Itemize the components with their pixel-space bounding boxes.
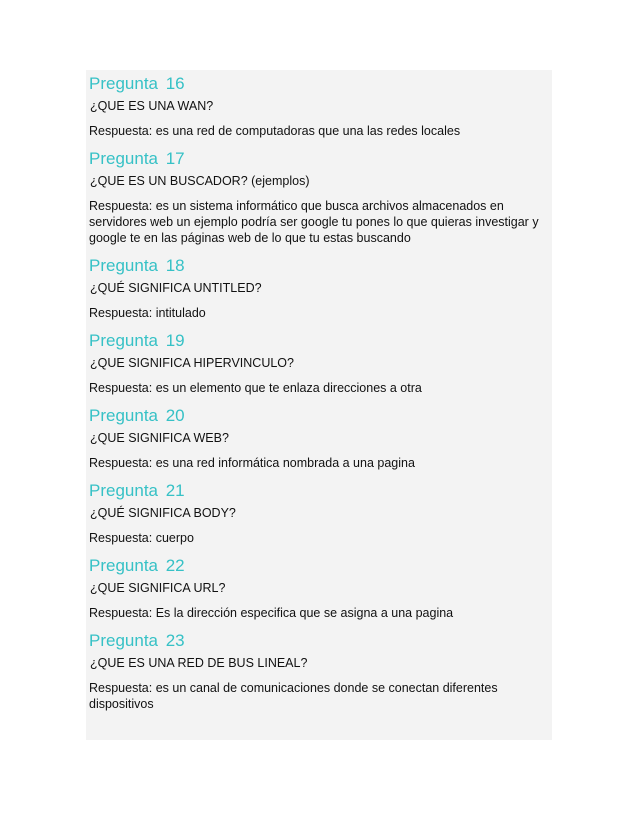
answer-text: Respuesta: es un sistema informático que busca archivos almacenados en servidores web un ejemplo podría ser google tu pones lo que quieras investigar y google te en las páginas web de lo que tu estas buscando [89,199,539,245]
question-text: ¿QUE ES UN BUSCADOR? (ejemplos) [90,174,310,188]
answer-text: Respuesta: es un canal de comunicaciones donde se conectan diferentes dispositivos [89,681,498,711]
question-block-16 [89,74,545,139]
question-block-22 [89,556,545,621]
question-title: Pregunta 17 [89,149,185,168]
answer-text: Respuesta: es un elemento que te enlaza direcciones a otra [89,381,422,395]
question-text: ¿QUE SIGNIFICA URL? [90,581,226,595]
question-text: ¿QUE SIGNIFICA WEB? [90,431,229,445]
question-block-23 [89,631,545,712]
question-title: Pregunta 19 [89,331,185,350]
answer-text: Respuesta: cuerpo [89,531,194,545]
question-text: ¿QUE SIGNIFICA HIPERVINCULO? [90,356,294,370]
question-block-20 [89,406,545,471]
question-title: Pregunta 21 [89,481,185,500]
question-text: ¿QUÉ SIGNIFICA BODY? [90,506,236,520]
question-title: Pregunta 22 [89,556,185,575]
answer-text: Respuesta: Es la dirección especifica que se asigna a una pagina [89,606,454,620]
question-text: ¿QUE ES UNA WAN? [90,99,214,113]
question-list [89,74,545,722]
question-title: Pregunta 20 [89,406,185,425]
question-title: Pregunta 16 [89,74,185,93]
question-text: ¿QUE ES UNA RED DE BUS LINEAL? [90,656,308,670]
answer-text: Respuesta: es una red de computadoras que una las redes locales [89,124,461,138]
question-block-19 [89,331,545,396]
question-block-17 [89,149,545,246]
question-title: Pregunta 18 [89,256,185,275]
question-title: Pregunta 23 [89,631,185,650]
question-block-18 [89,256,545,321]
answer-text: Respuesta: intitulado [89,306,206,320]
question-text: ¿QUÉ SIGNIFICA UNTITLED? [90,281,262,295]
question-block-21 [89,481,545,546]
answer-text: Respuesta: es una red informática nombrada a una pagina [89,456,415,470]
